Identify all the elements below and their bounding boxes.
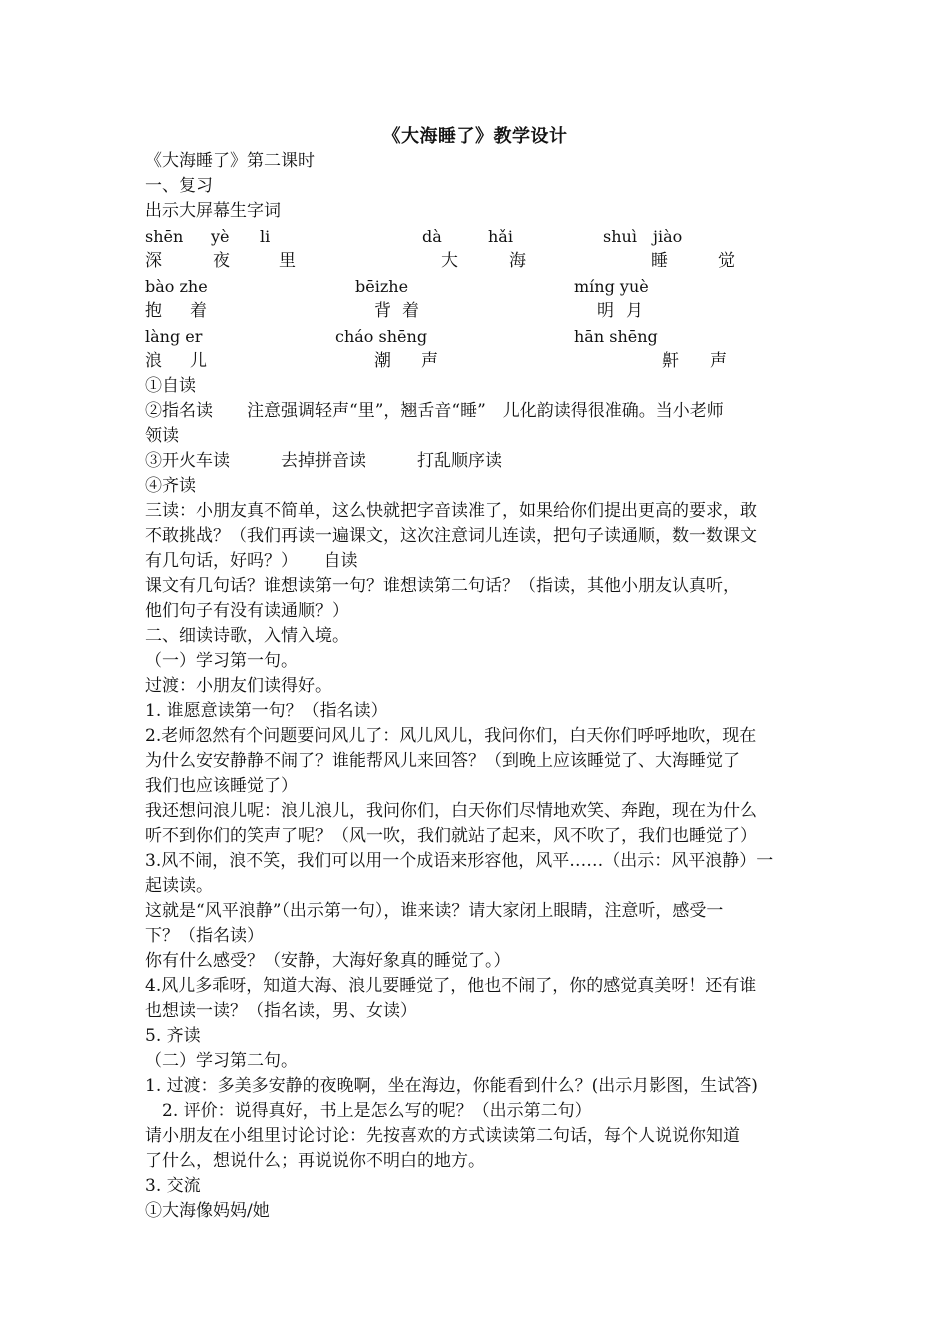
pinyin-word: shēn — [145, 227, 184, 246]
vocab-character: 着 — [402, 301, 419, 321]
pinyin-word: cháo shēng — [335, 327, 428, 346]
paragraph-line: 这就是“风平浪静”（出示第一句），谁来读？请大家闭上眼睛，注意听，感受一 — [145, 901, 724, 921]
vocab-character: 大 — [441, 251, 458, 271]
paragraph-line: 3. 交流 — [145, 1176, 201, 1196]
pinyin-word: làng er — [145, 327, 203, 346]
paragraph-line: 2.老师忽然有个问题要问风儿了：风儿风儿，我问你们，白天你们呼呼地吹，现在 — [145, 726, 757, 746]
paragraph-line: 3.风不闹，浪不笑，我们可以用一个成语来形容他，风平……（出示：风平浪静）一 — [145, 851, 774, 871]
paragraph-line: 三读：小朋友真不简单，这么快就把字音读准了，如果给你们提出更高的要求，敢 — [145, 501, 757, 521]
paragraph-line: 听不到你们的笑声了呢？（风一吹，我们就站了起来，风不吹了，我们也睡觉了） — [145, 826, 757, 846]
paragraph-line: 1. 谁愿意读第一句？（指名读） — [145, 701, 388, 721]
vocab-character: 抱 — [145, 301, 162, 321]
pinyin-word: shuì — [603, 227, 637, 246]
vocab-character: 明 — [597, 301, 614, 321]
section-heading-review: 一、复习 — [145, 176, 213, 196]
paragraph-line: 请小朋友在小组里讨论讨论：先按喜欢的方式读读第二句话，每个人说说你知道 — [145, 1126, 740, 1146]
paragraph-line: 有几句话，好吗？） 自读 — [145, 551, 358, 571]
paragraph-line: 他们句子有没有读通顺？） — [145, 601, 349, 621]
pinyin-word: míng yuè — [574, 277, 649, 296]
lesson-subtitle: 《大海睡了》第二课时 — [145, 151, 315, 171]
paragraph-line: ①自读 — [145, 376, 196, 396]
pinyin-row — [145, 224, 815, 249]
document-title: 《大海睡了》教学设计 — [382, 126, 568, 147]
paragraph-line: 起读读。 — [145, 876, 213, 896]
character-row — [145, 349, 815, 374]
pinyin-word: bēizhe — [355, 277, 409, 296]
vocab-character: 儿 — [190, 351, 207, 371]
character-row — [145, 249, 815, 274]
paragraph-line: 4.风儿多乖呀，知道大海、浪儿要睡觉了，他也不闹了，你的感觉真美呀！还有谁 — [145, 976, 757, 996]
pinyin-row — [145, 324, 815, 349]
vocab-character: 鼾 — [662, 351, 679, 371]
subsection-heading: （一）学习第一句。 — [145, 651, 298, 671]
paragraph-line: 课文有几句话？谁想读第一句？谁想读第二句话？（指读，其他小朋友认真听， — [145, 576, 740, 596]
document-body — [145, 149, 815, 1224]
paragraph-line: 了什么，想说什么；再说说你不明白的地方。 — [145, 1151, 485, 1171]
subsection-heading: （二）学习第二句。 — [145, 1051, 298, 1071]
vocab-character: 海 — [509, 251, 526, 271]
paragraph-line: 过渡：小朋友们读得好。 — [145, 676, 332, 696]
vocab-character: 浪 — [145, 351, 162, 371]
paragraph-line: ②指名读 注意强调轻声“里”，翘舌音“睡” 儿化韵读得很准确。当小老师 — [145, 401, 724, 421]
pinyin-word: li — [260, 227, 271, 246]
paragraph-line: 也想读一读？（指名读，男、女读） — [145, 1001, 417, 1021]
paragraph-line: ③开火车读 去掉拼音读 打乱顺序读 — [145, 451, 502, 471]
vocab-character: 深 — [145, 251, 162, 271]
vocab-character: 背 — [374, 301, 391, 321]
paragraph-line: 不敢挑战？（我们再读一遍课文，这次注意词儿连读，把句子读通顺，数一数课文 — [145, 526, 757, 546]
vocab-character: 里 — [279, 251, 296, 271]
paragraph-line: ①大海像妈妈/她 — [145, 1201, 270, 1221]
vocab-character: 声 — [710, 351, 727, 371]
section-heading: 二、细读诗歌，入情入境。 — [145, 626, 349, 646]
paragraph-line: 领读 — [145, 426, 179, 446]
pinyin-word: hān shēng — [574, 327, 658, 346]
character-row — [145, 299, 815, 324]
vocab-character: 夜 — [213, 251, 230, 271]
paragraph-line: 你有什么感受？（安静，大海好象真的睡觉了。） — [145, 951, 511, 971]
paragraph-line: 我们也应该睡觉了） — [145, 776, 298, 796]
paragraph-line: 我还想问浪儿呢：浪儿浪儿，我问你们，白天你们尽情地欢笑、奔跑，现在为什么 — [145, 801, 757, 821]
pinyin-word: jiào — [653, 227, 683, 246]
paragraph-line: 1. 过渡：多美多安静的夜晚啊，坐在海边，你能看到什么？(出示月影图，生试答) — [145, 1076, 758, 1096]
paragraph-line: 为什么安安静静不闹了？谁能帮风儿来回答？（到晚上应该睡觉了、大海睡觉了 — [145, 751, 740, 771]
vocab-character: 着 — [190, 301, 207, 321]
pinyin-word: bào zhe — [145, 277, 208, 296]
vocab-character: 声 — [421, 351, 438, 371]
vocab-character: 睡 — [651, 251, 668, 271]
vocab-character: 潮 — [374, 351, 391, 371]
vocab-character: 月 — [626, 301, 643, 321]
pinyin-word: yè — [211, 227, 230, 246]
pinyin-word: hǎi — [488, 227, 513, 246]
vocab-character: 觉 — [718, 251, 735, 271]
paragraph-line: 2. 评价：说得真好，书上是怎么写的呢？（出示第二句） — [145, 1101, 592, 1121]
pinyin-row — [145, 274, 815, 299]
paragraph-line: 5. 齐读 — [145, 1026, 201, 1046]
pinyin-word: dà — [422, 227, 442, 246]
paragraph-line: ④齐读 — [145, 476, 196, 496]
paragraph-line: 出示大屏幕生字词 — [145, 201, 281, 221]
paragraph-line: 下？（指名读） — [145, 926, 264, 946]
